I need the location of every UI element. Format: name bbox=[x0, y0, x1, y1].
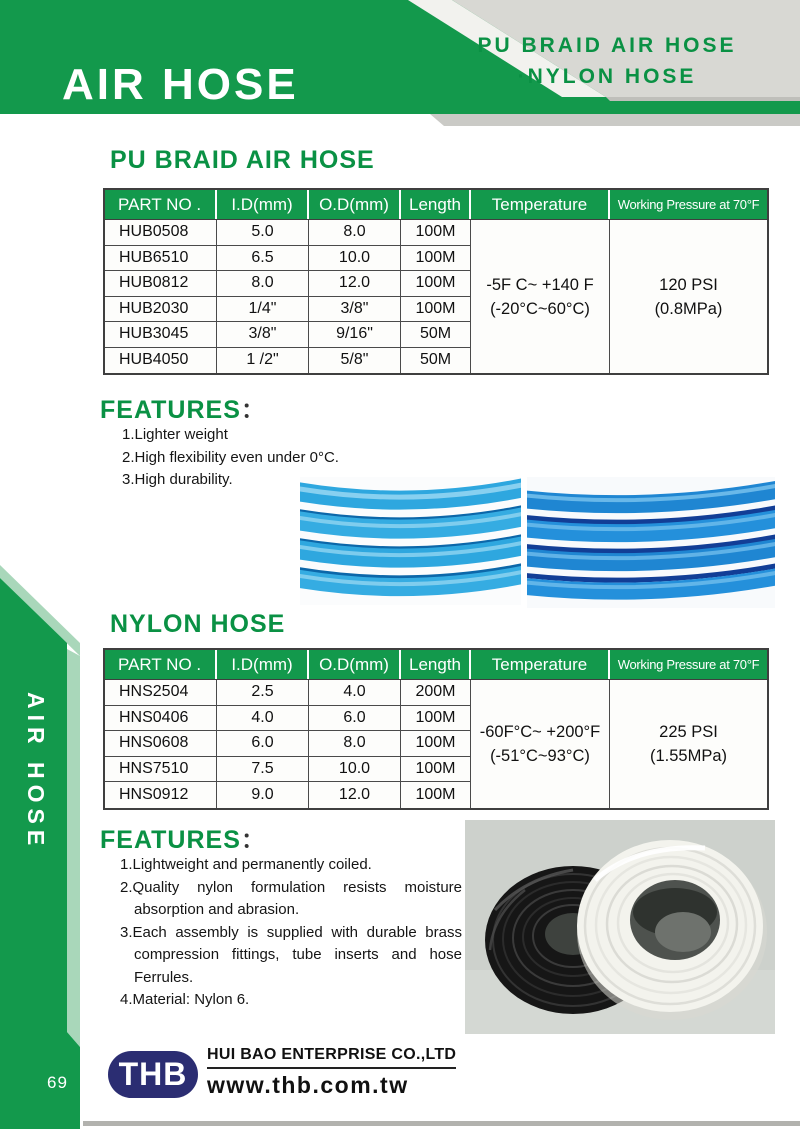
table-cell: HNS0608 bbox=[105, 731, 217, 756]
feature-item: 4.Material: Nylon 6. bbox=[120, 991, 250, 1008]
table-cell: 6.0 bbox=[217, 731, 309, 756]
pressure-value-mpa: (1.55MPa) bbox=[649, 746, 728, 765]
table-row bbox=[105, 322, 471, 348]
table-cell: 2.5 bbox=[217, 680, 309, 705]
table-cell: HNS0406 bbox=[105, 706, 217, 731]
table-cell: 100M bbox=[401, 731, 471, 756]
header-subtitle-line2: ·NYLON HOSE bbox=[517, 65, 697, 88]
pressure-value: 120 PSI bbox=[659, 275, 718, 294]
column-header-length: Length bbox=[401, 190, 471, 219]
table-cell: 50M bbox=[401, 348, 471, 374]
table-cell: 4.0 bbox=[217, 706, 309, 731]
table-cell: HNS7510 bbox=[105, 757, 217, 782]
sidebar-tab-label: AIR HOSE bbox=[23, 692, 49, 852]
table-cell: 6.5 bbox=[217, 246, 309, 271]
feature-item: 2.Quality nylon formulation resists moisture absorption and abrasion. bbox=[120, 878, 462, 918]
table-row bbox=[105, 297, 471, 323]
temperature-value-celsius: (-20°C~60°C) bbox=[490, 299, 590, 318]
column-header-temperature: Temperature bbox=[471, 650, 610, 679]
table-cell: 5.0 bbox=[217, 220, 309, 245]
pu-braid-section-title: PU BRAID AIR HOSE bbox=[110, 146, 375, 174]
features-colon: ： bbox=[240, 826, 267, 854]
header-subtitle-line1: PU BRAID AIR HOSE bbox=[477, 34, 737, 57]
feature-item: 2.High flexibility even under 0°C. bbox=[122, 448, 339, 466]
table-cell: HNS0912 bbox=[105, 782, 217, 808]
table-row bbox=[105, 680, 471, 706]
company-website: www.thb.com.tw bbox=[207, 1072, 409, 1098]
nylon-section-title: NYLON HOSE bbox=[110, 610, 286, 638]
table-row bbox=[105, 731, 471, 757]
pu-braid-hose-photo-left bbox=[300, 477, 521, 605]
column-header-temperature: Temperature bbox=[471, 190, 610, 219]
nylon-spec-table bbox=[103, 648, 769, 810]
table-cell: 5/8" bbox=[309, 348, 401, 374]
feature-item: 3.High durability. bbox=[122, 471, 233, 488]
pu-braid-hose-photo-right bbox=[527, 477, 775, 608]
table-cell: 8.0 bbox=[309, 731, 401, 756]
table-cell: 100M bbox=[401, 297, 471, 322]
table-row bbox=[105, 271, 471, 297]
features-colon: ： bbox=[240, 396, 267, 424]
column-header-part-no: PART NO . bbox=[105, 650, 217, 679]
table-body bbox=[105, 680, 767, 808]
column-header-pressure: Working Pressure at 70°F bbox=[617, 197, 760, 212]
table-row bbox=[105, 706, 471, 732]
table-cell: 3/8" bbox=[217, 322, 309, 347]
pu-braid-features-title bbox=[100, 390, 267, 426]
column-header-part-no: PART NO . bbox=[105, 190, 217, 219]
pu-braid-spec-table bbox=[103, 188, 769, 375]
table-row bbox=[105, 220, 471, 246]
thb-logo bbox=[108, 1051, 198, 1098]
page-header bbox=[0, 0, 800, 114]
table-cell: 10.0 bbox=[309, 757, 401, 782]
header-subtitle bbox=[442, 30, 772, 92]
table-cell: 8.0 bbox=[217, 271, 309, 296]
table-cell: 4.0 bbox=[309, 680, 401, 705]
table-rows bbox=[105, 220, 471, 373]
table-cell: HUB3045 bbox=[105, 322, 217, 347]
features-label: FEATURES bbox=[100, 826, 241, 854]
table-cell: 200M bbox=[401, 680, 471, 705]
table-row bbox=[105, 246, 471, 272]
pressure-value: 225 PSI bbox=[659, 722, 718, 741]
table-cell: 1 /2" bbox=[217, 348, 309, 374]
table-header-row bbox=[105, 190, 767, 220]
features-label: FEATURES bbox=[100, 396, 241, 424]
column-header-od: O.D(mm) bbox=[309, 190, 401, 219]
column-header-od: O.D(mm) bbox=[309, 650, 401, 679]
table-cell: 100M bbox=[401, 782, 471, 808]
table-cell: 1/4" bbox=[217, 297, 309, 322]
table-cell: 100M bbox=[401, 271, 471, 296]
temperature-value: -60F°C~ +200°F bbox=[479, 722, 601, 741]
page-title: AIR HOSE bbox=[62, 60, 299, 109]
table-cell: 100M bbox=[401, 220, 471, 245]
table-cell: 6.0 bbox=[309, 706, 401, 731]
table-row bbox=[105, 348, 471, 374]
table-cell: HUB6510 bbox=[105, 246, 217, 271]
table-cell: HUB4050 bbox=[105, 348, 217, 374]
temperature-value: -5F C~ +140 F bbox=[486, 275, 594, 294]
column-header-id: I.D(mm) bbox=[217, 650, 309, 679]
pressure-value-mpa: (0.8MPa) bbox=[654, 299, 723, 318]
table-cell: 100M bbox=[401, 706, 471, 731]
column-header-length: Length bbox=[401, 650, 471, 679]
table-cell: 100M bbox=[401, 757, 471, 782]
table-cell: 3/8" bbox=[309, 297, 401, 322]
table-cell: 12.0 bbox=[309, 782, 401, 808]
table-cell: 50M bbox=[401, 322, 471, 347]
table-cell: 12.0 bbox=[309, 271, 401, 296]
table-rows bbox=[105, 680, 471, 808]
table-cell: HUB0812 bbox=[105, 271, 217, 296]
feature-item: 1.Lightweight and permanently coiled. bbox=[120, 856, 372, 873]
temperature-value-celsius: (-51°C~93°C) bbox=[490, 746, 590, 765]
nylon-features-list bbox=[120, 854, 462, 1012]
thb-logo-text: THB bbox=[118, 1056, 188, 1092]
table-header-row bbox=[105, 650, 767, 680]
pressure-cell bbox=[610, 220, 767, 373]
feature-item: 1.Lighter weight bbox=[122, 426, 228, 443]
table-cell: 10.0 bbox=[309, 246, 401, 271]
table-cell: HUB2030 bbox=[105, 297, 217, 322]
table-cell: 7.5 bbox=[217, 757, 309, 782]
table-body bbox=[105, 220, 767, 373]
table-cell: 100M bbox=[401, 246, 471, 271]
column-header-id: I.D(mm) bbox=[217, 190, 309, 219]
table-cell: 9/16" bbox=[309, 322, 401, 347]
table-cell: 8.0 bbox=[309, 220, 401, 245]
column-header-pressure: Working Pressure at 70°F bbox=[617, 657, 760, 672]
table-cell: HNS2504 bbox=[105, 680, 217, 705]
table-cell: HUB0508 bbox=[105, 220, 217, 245]
table-row bbox=[105, 757, 471, 783]
company-name: HUI BAO ENTERPRISE CO.,LTD bbox=[207, 1046, 456, 1069]
footer-divider bbox=[83, 1121, 800, 1126]
temperature-cell bbox=[471, 220, 610, 373]
nylon-hose-photo bbox=[465, 820, 775, 1034]
feature-item: 3.Each assembly is supplied with durable brass compression fittings, tube inserts and hose Ferrules. bbox=[120, 923, 462, 986]
nylon-features-title bbox=[100, 820, 267, 856]
temperature-cell bbox=[471, 680, 610, 808]
table-cell: 9.0 bbox=[217, 782, 309, 808]
pressure-cell bbox=[610, 680, 767, 808]
table-row bbox=[105, 782, 471, 808]
page-number: 69 bbox=[47, 1073, 68, 1092]
